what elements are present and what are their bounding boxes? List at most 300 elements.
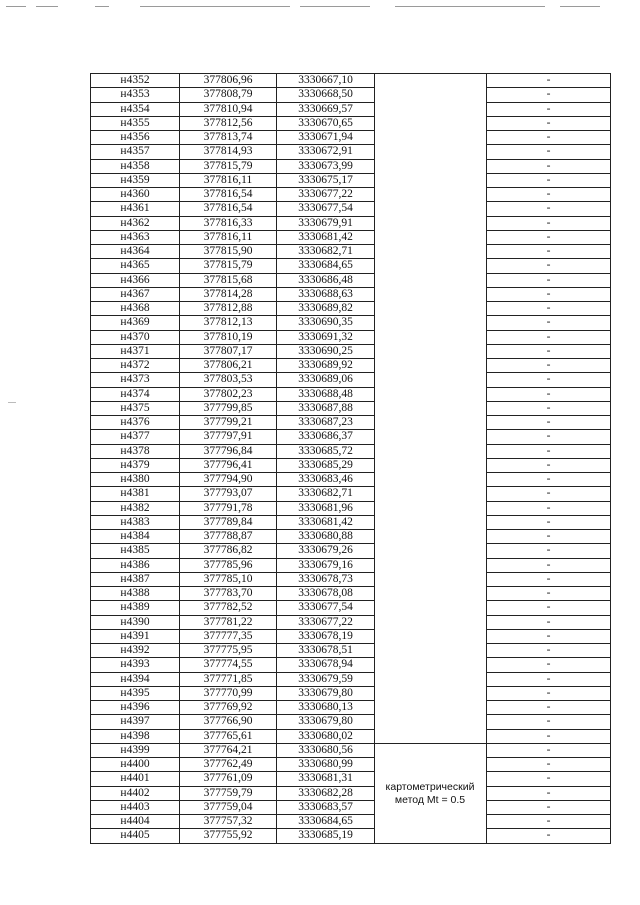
method-gap-cell <box>375 359 487 373</box>
method-gap-cell <box>375 815 487 829</box>
note-cell: - <box>487 686 611 700</box>
point-id-cell: н4368 <box>91 302 180 316</box>
y-coordinate-cell: 3330681,31 <box>277 772 375 786</box>
point-id-cell: н4363 <box>91 230 180 244</box>
x-coordinate-cell: 377765,61 <box>180 729 277 743</box>
note-cell: - <box>487 572 611 586</box>
y-coordinate-cell: 3330672,91 <box>277 145 375 159</box>
method-gap-cell <box>375 230 487 244</box>
y-coordinate-cell: 3330677,54 <box>277 202 375 216</box>
x-coordinate-cell: 377755,92 <box>180 829 277 843</box>
table-row <box>91 829 611 843</box>
y-coordinate-cell: 3330680,88 <box>277 530 375 544</box>
method-gap-cell <box>375 430 487 444</box>
y-coordinate-cell: 3330690,25 <box>277 344 375 358</box>
note-cell: - <box>487 173 611 187</box>
y-coordinate-cell: 3330677,22 <box>277 615 375 629</box>
method-gap-cell <box>375 401 487 415</box>
x-coordinate-cell: 377783,70 <box>180 587 277 601</box>
x-coordinate-cell: 377806,96 <box>180 74 277 88</box>
table-row <box>91 701 611 715</box>
method-gap-cell <box>375 587 487 601</box>
point-id-cell: н4369 <box>91 316 180 330</box>
table-row <box>91 230 611 244</box>
x-coordinate-cell: 377788,87 <box>180 530 277 544</box>
note-cell: - <box>487 587 611 601</box>
note-cell: - <box>487 330 611 344</box>
note-cell: - <box>487 387 611 401</box>
note-cell: - <box>487 401 611 415</box>
point-id-cell: н4374 <box>91 387 180 401</box>
x-coordinate-cell: 377791,78 <box>180 501 277 515</box>
x-coordinate-cell: 377816,33 <box>180 216 277 230</box>
table-row <box>91 273 611 287</box>
point-id-cell: н4391 <box>91 629 180 643</box>
point-id-cell: н4361 <box>91 202 180 216</box>
method-note-line2: метод Mt = 0.5 <box>394 794 466 806</box>
y-coordinate-cell: 3330679,16 <box>277 558 375 572</box>
method-gap-cell <box>375 287 487 301</box>
point-id-cell: н4399 <box>91 743 180 757</box>
x-coordinate-cell: 377777,35 <box>180 629 277 643</box>
y-coordinate-cell: 3330681,42 <box>277 515 375 529</box>
note-cell: - <box>487 259 611 273</box>
method-gap-cell <box>375 173 487 187</box>
table-row <box>91 715 611 729</box>
table-row <box>91 416 611 430</box>
table-row <box>91 644 611 658</box>
y-coordinate-cell: 3330689,82 <box>277 302 375 316</box>
note-cell: - <box>487 629 611 643</box>
method-gap-cell <box>375 715 487 729</box>
x-coordinate-cell: 377785,96 <box>180 558 277 572</box>
note-cell: - <box>487 145 611 159</box>
point-id-cell: н4352 <box>91 74 180 88</box>
x-coordinate-cell: 377814,28 <box>180 287 277 301</box>
method-note-line1: картометрический <box>385 781 475 793</box>
point-id-cell: н4353 <box>91 88 180 102</box>
point-id-cell: н4357 <box>91 145 180 159</box>
x-coordinate-cell: 377815,68 <box>180 273 277 287</box>
y-coordinate-cell: 3330684,65 <box>277 259 375 273</box>
y-coordinate-cell: 3330680,13 <box>277 701 375 715</box>
table-row <box>91 515 611 529</box>
note-cell: - <box>487 430 611 444</box>
method-gap-cell <box>375 74 487 88</box>
y-coordinate-cell: 3330679,91 <box>277 216 375 230</box>
point-id-cell: н4398 <box>91 729 180 743</box>
y-coordinate-cell: 3330669,57 <box>277 102 375 116</box>
method-gap-cell <box>375 743 487 757</box>
y-coordinate-cell: 3330689,06 <box>277 373 375 387</box>
x-coordinate-cell: 377806,21 <box>180 359 277 373</box>
note-cell: - <box>487 658 611 672</box>
y-coordinate-cell: 3330671,94 <box>277 131 375 145</box>
x-coordinate-cell: 377793,07 <box>180 487 277 501</box>
point-id-cell: н4390 <box>91 615 180 629</box>
point-id-cell: н4405 <box>91 829 180 843</box>
table-row <box>91 572 611 586</box>
point-id-cell: н4386 <box>91 558 180 572</box>
note-cell: - <box>487 302 611 316</box>
point-id-cell: н4365 <box>91 259 180 273</box>
method-gap-cell <box>375 330 487 344</box>
x-coordinate-cell: 377812,56 <box>180 116 277 130</box>
note-cell: - <box>487 458 611 472</box>
y-coordinate-cell: 3330670,65 <box>277 116 375 130</box>
method-gap-cell <box>375 131 487 145</box>
x-coordinate-cell: 377810,19 <box>180 330 277 344</box>
note-cell: - <box>487 188 611 202</box>
y-coordinate-cell: 3330673,99 <box>277 159 375 173</box>
note-cell: - <box>487 644 611 658</box>
y-coordinate-cell: 3330680,56 <box>277 743 375 757</box>
note-cell: - <box>487 800 611 814</box>
table-row <box>91 658 611 672</box>
method-gap-cell <box>375 473 487 487</box>
note-cell: - <box>487 615 611 629</box>
table-row <box>91 216 611 230</box>
y-coordinate-cell: 3330682,71 <box>277 245 375 259</box>
point-id-cell: н4364 <box>91 245 180 259</box>
y-coordinate-cell: 3330677,22 <box>277 188 375 202</box>
y-coordinate-cell: 3330667,10 <box>277 74 375 88</box>
note-cell: - <box>487 88 611 102</box>
table-row <box>91 330 611 344</box>
x-coordinate-cell: 377807,17 <box>180 344 277 358</box>
note-cell: - <box>487 444 611 458</box>
method-gap-cell <box>375 116 487 130</box>
method-gap-cell <box>375 629 487 643</box>
y-coordinate-cell: 3330677,54 <box>277 601 375 615</box>
point-id-cell: н4400 <box>91 758 180 772</box>
table-row <box>91 800 611 814</box>
point-id-cell: н4404 <box>91 815 180 829</box>
point-id-cell: н4384 <box>91 530 180 544</box>
y-coordinate-cell: 3330690,35 <box>277 316 375 330</box>
x-coordinate-cell: 377774,55 <box>180 658 277 672</box>
x-coordinate-cell: 377812,88 <box>180 302 277 316</box>
y-coordinate-cell: 3330691,32 <box>277 330 375 344</box>
point-id-cell: н4362 <box>91 216 180 230</box>
table-row <box>91 629 611 643</box>
note-cell: - <box>487 544 611 558</box>
method-gap-cell <box>375 458 487 472</box>
note-cell: - <box>487 758 611 772</box>
y-coordinate-cell: 3330675,17 <box>277 173 375 187</box>
x-coordinate-cell: 377815,90 <box>180 245 277 259</box>
table-row <box>91 302 611 316</box>
note-cell: - <box>487 287 611 301</box>
x-coordinate-cell: 377769,92 <box>180 701 277 715</box>
method-gap-cell <box>375 159 487 173</box>
method-gap-cell <box>375 344 487 358</box>
note-cell: - <box>487 815 611 829</box>
note-cell: - <box>487 530 611 544</box>
table-row <box>91 772 611 786</box>
method-gap-cell <box>375 387 487 401</box>
table-row <box>91 287 611 301</box>
y-coordinate-cell: 3330688,48 <box>277 387 375 401</box>
point-id-cell: н4389 <box>91 601 180 615</box>
point-id-cell: н4373 <box>91 373 180 387</box>
method-gap-cell <box>375 515 487 529</box>
y-coordinate-cell: 3330685,19 <box>277 829 375 843</box>
note-cell: - <box>487 230 611 244</box>
note-cell: - <box>487 487 611 501</box>
table-row <box>91 373 611 387</box>
point-id-cell: н4355 <box>91 116 180 130</box>
note-cell: - <box>487 74 611 88</box>
note-cell: - <box>487 786 611 800</box>
scan-edge-artifacts <box>0 0 640 12</box>
note-cell: - <box>487 416 611 430</box>
x-coordinate-cell: 377802,23 <box>180 387 277 401</box>
x-coordinate-cell: 377816,11 <box>180 230 277 244</box>
y-coordinate-cell: 3330678,51 <box>277 644 375 658</box>
note-cell: - <box>487 202 611 216</box>
point-id-cell: н4382 <box>91 501 180 515</box>
method-gap-cell <box>375 758 487 772</box>
y-coordinate-cell: 3330687,88 <box>277 401 375 415</box>
x-coordinate-cell: 377757,32 <box>180 815 277 829</box>
table-row <box>91 473 611 487</box>
y-coordinate-cell: 3330685,29 <box>277 458 375 472</box>
x-coordinate-cell: 377770,99 <box>180 686 277 700</box>
note-cell: - <box>487 344 611 358</box>
coordinates-table <box>90 73 611 844</box>
y-coordinate-cell: 3330679,80 <box>277 715 375 729</box>
table-row <box>91 131 611 145</box>
scan-mark <box>8 402 16 403</box>
x-coordinate-cell: 377761,09 <box>180 772 277 786</box>
table-row <box>91 387 611 401</box>
x-coordinate-cell: 377786,82 <box>180 544 277 558</box>
point-id-cell: н4359 <box>91 173 180 187</box>
x-coordinate-cell: 377759,79 <box>180 786 277 800</box>
table-row <box>91 601 611 615</box>
point-id-cell: н4380 <box>91 473 180 487</box>
note-cell: - <box>487 515 611 529</box>
note-cell: - <box>487 729 611 743</box>
point-id-cell: н4375 <box>91 401 180 415</box>
y-coordinate-cell: 3330679,26 <box>277 544 375 558</box>
note-cell: - <box>487 715 611 729</box>
table-row <box>91 487 611 501</box>
table-row <box>91 786 611 800</box>
point-id-cell: н4401 <box>91 772 180 786</box>
point-id-cell: н4392 <box>91 644 180 658</box>
table-row <box>91 743 611 757</box>
method-gap-cell <box>375 416 487 430</box>
point-id-cell: н4360 <box>91 188 180 202</box>
note-cell: - <box>487 672 611 686</box>
method-gap-cell <box>375 316 487 330</box>
method-gap-cell <box>375 273 487 287</box>
table-row <box>91 558 611 572</box>
y-coordinate-cell: 3330689,92 <box>277 359 375 373</box>
x-coordinate-cell: 377759,04 <box>180 800 277 814</box>
method-gap-cell <box>375 487 487 501</box>
table-row <box>91 74 611 88</box>
y-coordinate-cell: 3330685,72 <box>277 444 375 458</box>
point-id-cell: н4370 <box>91 330 180 344</box>
method-gap-cell <box>375 672 487 686</box>
note-cell: - <box>487 245 611 259</box>
point-id-cell: н4376 <box>91 416 180 430</box>
y-coordinate-cell: 3330682,71 <box>277 487 375 501</box>
method-gap-cell <box>375 245 487 259</box>
x-coordinate-cell: 377762,49 <box>180 758 277 772</box>
method-gap-cell <box>375 601 487 615</box>
note-cell: - <box>487 359 611 373</box>
x-coordinate-cell: 377816,11 <box>180 173 277 187</box>
point-id-cell: н4397 <box>91 715 180 729</box>
method-gap-cell <box>375 259 487 273</box>
point-id-cell: н4396 <box>91 701 180 715</box>
method-gap-cell <box>375 102 487 116</box>
note-cell: - <box>487 116 611 130</box>
x-coordinate-cell: 377764,21 <box>180 743 277 757</box>
x-coordinate-cell: 377803,53 <box>180 373 277 387</box>
method-gap-cell <box>375 644 487 658</box>
x-coordinate-cell: 377781,22 <box>180 615 277 629</box>
note-cell: - <box>487 273 611 287</box>
y-coordinate-cell: 3330668,50 <box>277 88 375 102</box>
x-coordinate-cell: 377808,79 <box>180 88 277 102</box>
point-id-cell: н4378 <box>91 444 180 458</box>
note-cell: - <box>487 501 611 515</box>
table-row <box>91 188 611 202</box>
method-gap-cell <box>375 88 487 102</box>
table-row <box>91 173 611 187</box>
note-cell: - <box>487 558 611 572</box>
x-coordinate-cell: 377814,93 <box>180 145 277 159</box>
point-id-cell: н4372 <box>91 359 180 373</box>
note-cell: - <box>487 601 611 615</box>
x-coordinate-cell: 377816,54 <box>180 202 277 216</box>
x-coordinate-cell: 377796,84 <box>180 444 277 458</box>
method-gap-cell <box>375 444 487 458</box>
point-id-cell: н4393 <box>91 658 180 672</box>
coordinates-table-wrapper <box>90 73 611 844</box>
table-row <box>91 587 611 601</box>
table-row <box>91 359 611 373</box>
x-coordinate-cell: 377775,95 <box>180 644 277 658</box>
x-coordinate-cell: 377815,79 <box>180 259 277 273</box>
note-cell: - <box>487 102 611 116</box>
table-row <box>91 159 611 173</box>
table-row <box>91 501 611 515</box>
y-coordinate-cell: 3330686,48 <box>277 273 375 287</box>
point-id-cell: н4377 <box>91 430 180 444</box>
x-coordinate-cell: 377816,54 <box>180 188 277 202</box>
table-row <box>91 401 611 415</box>
y-coordinate-cell: 3330683,57 <box>277 800 375 814</box>
y-coordinate-cell: 3330679,80 <box>277 686 375 700</box>
table-row <box>91 259 611 273</box>
point-id-cell: н4366 <box>91 273 180 287</box>
table-row <box>91 615 611 629</box>
note-cell: - <box>487 743 611 757</box>
x-coordinate-cell: 377799,85 <box>180 401 277 415</box>
y-coordinate-cell: 3330680,02 <box>277 729 375 743</box>
table-row <box>91 202 611 216</box>
table-row <box>91 758 611 772</box>
table-row <box>91 458 611 472</box>
method-gap-cell <box>375 558 487 572</box>
note-cell: - <box>487 159 611 173</box>
point-id-cell: н4379 <box>91 458 180 472</box>
method-gap-cell <box>375 829 487 843</box>
note-cell: - <box>487 316 611 330</box>
table-row <box>91 672 611 686</box>
y-coordinate-cell: 3330678,08 <box>277 587 375 601</box>
y-coordinate-cell: 3330688,63 <box>277 287 375 301</box>
y-coordinate-cell: 3330686,37 <box>277 430 375 444</box>
table-row <box>91 530 611 544</box>
method-gap-cell <box>375 686 487 700</box>
x-coordinate-cell: 377796,41 <box>180 458 277 472</box>
point-id-cell: н4356 <box>91 131 180 145</box>
table-row <box>91 245 611 259</box>
table-row <box>91 686 611 700</box>
point-id-cell: н4387 <box>91 572 180 586</box>
table-row <box>91 815 611 829</box>
y-coordinate-cell: 3330684,65 <box>277 815 375 829</box>
y-coordinate-cell: 3330681,42 <box>277 230 375 244</box>
x-coordinate-cell: 377810,94 <box>180 102 277 116</box>
point-id-cell: н4388 <box>91 587 180 601</box>
method-gap-cell <box>375 216 487 230</box>
method-gap-cell <box>375 188 487 202</box>
table-row <box>91 729 611 743</box>
method-gap-cell <box>375 373 487 387</box>
x-coordinate-cell: 377815,79 <box>180 159 277 173</box>
table-row <box>91 88 611 102</box>
point-id-cell: н4395 <box>91 686 180 700</box>
point-id-cell: н4371 <box>91 344 180 358</box>
x-coordinate-cell: 377794,90 <box>180 473 277 487</box>
x-coordinate-cell: 377813,74 <box>180 131 277 145</box>
x-coordinate-cell: 377799,21 <box>180 416 277 430</box>
table-row <box>91 544 611 558</box>
x-coordinate-cell: 377766,90 <box>180 715 277 729</box>
y-coordinate-cell: 3330681,96 <box>277 501 375 515</box>
method-gap-cell <box>375 530 487 544</box>
table-row <box>91 316 611 330</box>
y-coordinate-cell: 3330678,73 <box>277 572 375 586</box>
point-id-cell: н4402 <box>91 786 180 800</box>
y-coordinate-cell: 3330683,46 <box>277 473 375 487</box>
point-id-cell: н4403 <box>91 800 180 814</box>
note-cell: - <box>487 829 611 843</box>
y-coordinate-cell: 3330678,94 <box>277 658 375 672</box>
x-coordinate-cell: 377797,91 <box>180 430 277 444</box>
method-gap-cell <box>375 572 487 586</box>
note-cell: - <box>487 131 611 145</box>
table-row <box>91 444 611 458</box>
point-id-cell: н4385 <box>91 544 180 558</box>
point-id-cell: н4367 <box>91 287 180 301</box>
point-id-cell: н4383 <box>91 515 180 529</box>
y-coordinate-cell: 3330680,99 <box>277 758 375 772</box>
x-coordinate-cell: 377812,13 <box>180 316 277 330</box>
table-row <box>91 344 611 358</box>
method-gap-cell <box>375 202 487 216</box>
x-coordinate-cell: 377789,84 <box>180 515 277 529</box>
y-coordinate-cell: 3330678,19 <box>277 629 375 643</box>
